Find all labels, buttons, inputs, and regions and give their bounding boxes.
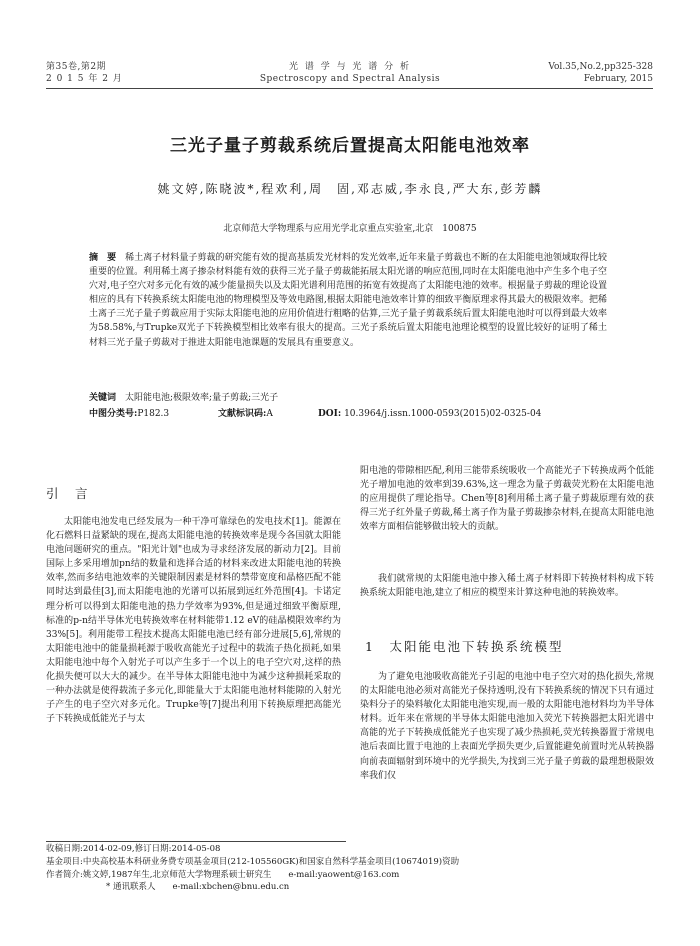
col2-paragraph-1: 阳电池的带隙相匹配,利用三能带系统吸收一个高能光子下转换成两个低能光子增加电池的效率到39.63%,这一理念为量子剪裁荧光粉在太阳能电池的应用提供了理论指导。Chen等[8]利用稀土离子量子剪裁原理有效的获得三光子红外量子剪裁,稀土离子作为量子剪裁掺杂材料,在提高太阳能电池效率方面相信能够做出较大的贡献。: [360, 466, 654, 533]
abstract-text: 稀土离子材料量子剪裁的研究能有效的提高基质发光材料的发光效率,近年来量子剪裁也不断的在太阳能电池领域取得比较重要的位置。利用稀土离子掺杂材料能有效的获得三光子量子剪裁能拓展太阳光谱的响应范围,同时在太阳能电池中产生多个电子空穴对,电子空穴对多元化有效的减少能量损失以及太阳光谱利用范围的拓宽有效提高了太阳能电池的效率。根据量子剪裁的理论设置相应的具有下转换系统太阳能电池的物理模型及等效电路图,根据太阳能电池效率计算的细致平衡原理求得其最大的极限效率。把稀土离子三光子量子剪裁应用于实际太阳能电池的应用价值进行粗略的估算,三光子量子剪裁系统后置太阳能电池时可以得到最大效率为58.58%,与Trupke双光子下转换模型相比效率有很大的提高。三光子系统后置太阳能电池理论模型的设置比较好的证明了稀土材料三光子量子剪裁对于推进太阳能电池课题的发展具有重要意义。: [89, 253, 607, 348]
journal-date: 2 0 1 5 年 2 月: [46, 74, 123, 84]
paper-title: 三光子量子剪裁系统后置提高太阳能电池效率: [170, 136, 530, 156]
doc-code-line: [218, 407, 273, 422]
journal-title-en: Spectroscopy and Spectral Analysis: [259, 74, 441, 84]
clc-value: P182.3: [137, 409, 170, 419]
intro-heading: 引 言: [46, 486, 90, 501]
keywords-line: [89, 391, 278, 406]
abstract: [89, 251, 607, 350]
section-1-paragraph: 为了避免电池吸收高能光子引起的电池中电子空穴对的热化损失,常规的太阳能电池必须对高能光子保持透明,没有下转换系统的情况下只有通过染料分子的染料敏化太阳能电池实现,而一般的太阳能电池材料均为半导体材料。近年来在常规的半导体太阳能电池加入荧光下转换器把太阳光谱中高能的光子下转换成低能光子也实现了减少热损耗,荧光转换器置于常规电池后表面比置于电池的上表面光学损失更少,后置能避免前置时光从转换器向前表面辐射到环境中的光学损失,为找到三光子量子剪裁的最理想极限效率我们仅: [360, 672, 654, 781]
intro-paragraph: 太阳能电池发电已经发展为一种干净可靠绿色的发电技术[1]。能源在化石燃料日益紧缺的现在,提高太阳能电池的转换效率是现今各国就太阳能电池问题研究的重点。"阳光计划"也成为寻求经济发展的新动力[2]。目前国际上多采用增加pn结的数量和选择合适的材料来改进太阳能电池的转换效率,然而多结电池效率的关键限制因素是材料的禁带宽度和晶格匹配不能同时达到最佳[3],而太阳能电池的光谱可以拓展到远红外范围[4]。卡诺定理分析可以得到太阳能电池的热力学效率为93%,但是通过细致平衡原理,标准的p-n结半导体光电转换效率在材料能带1.12 eV的硅晶模限效率约为33%[5]。利用能带工程技术提高太阳能电池已经有部分进展[5,6],常规的太阳能电池中的能量损耗源于吸收高能光子过程中的载流子热化损耗,如果太阳能电池中每个入射光子可以产生多于一个以上的电子空穴对,这样的热化损失便可以大大的减少。在半导体太阳能电池中为减少这种损耗采取的一种办法就是使得载流子多元化,即能量大于太阳能电池材料能隙的入射光子产生的电子空穴对多元化。Trupke等[7]提出利用下转换原理把高能光子下转换成低能光子与太: [46, 517, 341, 725]
footnote-rule: [46, 841, 346, 842]
doi-value: 10.3964/j.issn.1000-0593(2015)02-0325-04: [344, 409, 542, 419]
footnote-dates: 收稿日期:2014-02-09,修订日期:2014-05-08: [46, 844, 221, 854]
doi-label: DOI:: [318, 409, 342, 419]
section-1-heading: [365, 637, 563, 655]
journal-month: February, 2015: [583, 74, 653, 84]
keywords-text: 太阳能电池;极限效率;量子剪裁;三光子: [125, 393, 279, 403]
journal-pages: Vol.35,No.2,pp325-328: [548, 62, 653, 72]
keywords-label: 关键词: [89, 393, 117, 403]
footnote-fund: 基金项目:中央高校基本科研业务费专项基金项目(212-105560GK)和国家自然科学基金项目(10674019)资助: [46, 856, 460, 867]
doc-code-label: 文献标识码:: [218, 409, 267, 419]
section-number: 1: [365, 639, 375, 654]
clc-line: [89, 407, 169, 422]
affiliation: 北京师范大学物理系与应用光学北京重点实验室,北京 100875: [223, 224, 477, 234]
footnote-bio: 作者简介:姚文婷,1987年生,北京师范大学物理系硕士研究生 e-mail:yaowent@163.com: [46, 869, 400, 880]
clc-label: 中图分类号:: [89, 409, 138, 419]
col2-paragraph-2: 我们就常规的太阳能电池中掺入稀土离子材料即下转换材料构成下转换系统太阳能电池,建立了相应的模型来计算这种电池的转换效率。: [360, 574, 654, 599]
doc-code-value: A: [266, 409, 273, 419]
header-rule: [46, 88, 653, 89]
journal-title-cn: 光 谱 学 与 光 谱 分 析: [288, 62, 412, 72]
doi-line: [318, 407, 541, 422]
journal-volume: 第35卷,第2期: [46, 62, 107, 72]
author-list: 姚文婷,陈晓波*,程欢利,周 固,邓志威,李永良,严大东,彭芳麟: [157, 182, 543, 196]
footnotes: [46, 843, 653, 894]
abstract-label: 摘 要: [89, 253, 117, 263]
section-title: 太阳能电池下转换系统模型: [389, 639, 564, 654]
footnote-corresponding: * 通讯联系人 e-mail:xbchen@bnu.edu.cn: [106, 882, 290, 893]
